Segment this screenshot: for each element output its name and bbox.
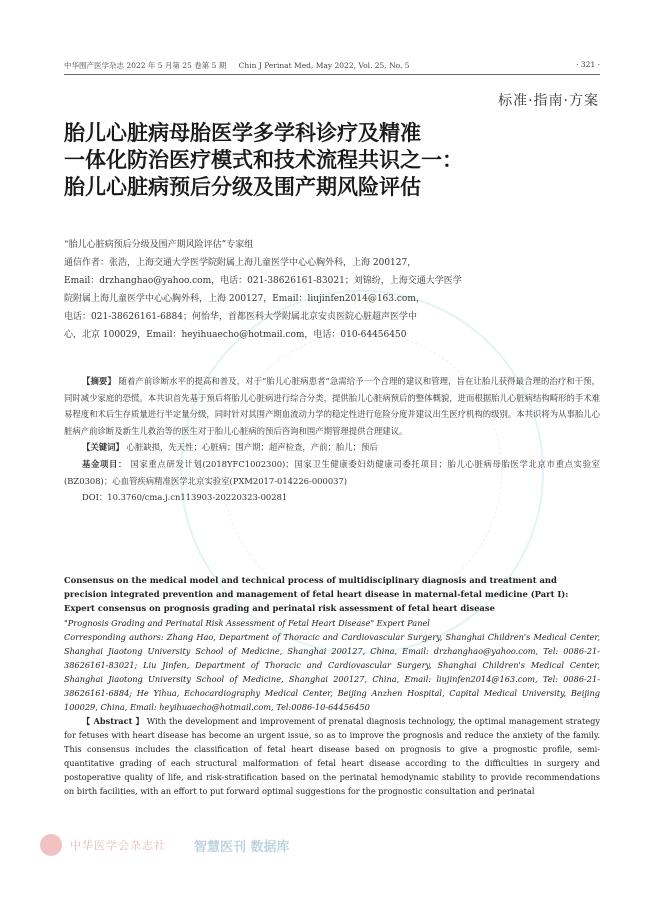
english-title: Consensus on the medical model and technical process of multidisciplinary diagnosis and treatment and precision integrated prevention and management of fetal heart disease in maternal-fetal medicine (Part I): Expert consensus on prognosis grading and perinatal risk assessment of fetal heart disease: [64, 575, 569, 613]
publisher-logo: 中华医学会杂志社: [70, 839, 166, 852]
keywords-cn: [64, 439, 600, 456]
running-head: [64, 60, 600, 75]
article-title: [64, 120, 604, 201]
page-number: · 321 ·: [576, 60, 600, 69]
title-line-2: 一体化防治医疗模式和技术流程共识之一：: [64, 148, 463, 172]
fund-cn-text: 国家重点研发计划(2018YFC1002300)；国家卫生健康委妇幼健康司委托项目；胎儿心脏病母胎医学北京市重点实验室(BZ0308)；心血管疾病精准医学北京实验室(PXM2017-014226-000037): [64, 458, 600, 486]
title-line-1: 胎儿心脏病母胎医学多学科诊疗及精准: [64, 121, 421, 145]
publisher-seal-icon: [40, 834, 62, 856]
abstract-cn-text: 随着产前诊断水平的提高和普及，对于“胎儿心脏病患者”急需给予一个合理的建议和管理，旨在让胎儿获得最合理的治疗和干预，同时减少家庭的恐慌。本共识首先基于预后将胎儿心脏病进行综合分类，提供胎儿心脏病预后的整体概貌，进而根据胎儿心脏病结构畸形的手术难易程度和术后生存质量进行半定量分级，同时针对其围产期血流动力学的稳定性进行危险分度并建议出生医疗机构的级别。本共识将为从事胎儿心脏病产前诊断及新生儿救治等的医生对于胎儿心脏病的预后咨询和围产期管理提供合理建议。: [64, 376, 600, 436]
english-abstract: [64, 714, 600, 798]
corresponding-line-1: 通信作者：张浩，上海交通大学医学院附属上海儿童医学中心心胸外科，上海 200127，: [64, 258, 417, 268]
footer-logos: [40, 830, 360, 860]
abstract-cn-label: 【摘要】: [82, 376, 116, 386]
abstract-cn: [64, 373, 600, 506]
corresponding-line-3: 院附属上海儿童医学中心心胸外科，上海 200127，Email：liujinfen2014@163.com，: [64, 294, 425, 304]
english-abstract-label: 【 Abstract 】: [82, 716, 144, 726]
fund-cn-label: 基金项目：: [82, 458, 128, 469]
expert-group: “胎儿心脏病预后分级及围产期风险评估”专家组: [64, 240, 254, 250]
doi[interactable]: DOI：10.3760/cma.j.cn113903-20220323-00281: [82, 492, 288, 503]
column-tag: 标准·指南·方案: [498, 93, 599, 109]
fund-cn: [64, 456, 600, 489]
corresponding-line-4: 电话：021-38626161-6884；何怡华，首都医科大学附属北京安贞医院心脏超声医学中: [64, 312, 417, 322]
title-line-3: 胎儿心脏病预后分级及围产期风险评估: [64, 175, 421, 199]
english-abstract-text: With the development and improvement of prenatal diagnosis technology, the optimal management strategy for fetuses with heart disease has become an urgent issue, so as to improve the prognosis and reduce the anxiety of the family. This consensus includes the classification of fetal heart disease based on prognosis to give a prognostic profile, semi-quantitative grading of each structural malformation of fetal heart disease according to the difficulties in surgery and postoperative quality of life, and risk-stratification based on the perinatal hemodynamic stability to provide recommendations on birth facilities, with an effort to put forward optimal suggestions for the prognostic consultation and perinatal: [64, 716, 600, 796]
corresponding-line-2: Email：drzhanghao@yahoo.com，电话：021-38626161-83021；刘锦纷，上海交通大学医学: [64, 276, 462, 286]
journal-name-cn: 中华围产医学杂志 2022 年 5 月第 25 卷第 5 期: [64, 61, 227, 70]
english-expert-group: "Prognosis Grading and Perinatal Risk Assessment of Fetal Heart Disease" Expert Panel: [64, 618, 430, 628]
journal-name-en: Chin J Perinat Med, May 2022, Vol. 25, No. 5: [238, 61, 410, 70]
keywords-cn-text: 心脏缺损，先天性；心脏病；围产期；超声检查，产前；胎儿；预后: [126, 442, 378, 453]
running-head-left: [64, 60, 420, 71]
authors-block: [64, 236, 600, 344]
keywords-cn-label: 【关键词】: [82, 442, 124, 453]
english-block: [64, 573, 600, 798]
english-corresponding-authors: Corresponding authors: Zhang Hao, Department of Thoracic and Cardiovascular Surgery, Shanghai Children's Medical Center, Shanghai Jiaotong University School of Medicine, Shanghai 200127, China, Email: drzhanghao@yahoo.com, Tel: 0086-21-38626161-83021; Liu Jinfen, Department of Thoracic and Cardiovascular Surgery, Shanghai Children's Medical Center, Shanghai Jiaotong University School of Medicine, Shanghai 200127, China, Email: liujinfen2014@163.com, Tel: 0086-21-38626161-6884; He Yihua, Echocardiography Medical Center, Beijing Anzhen Hospital, Capital Medical University, Beijing 100029, China, Email: heyihuaecho@hotmail.com, Tel:0086-10-64456450: [64, 632, 600, 712]
corresponding-line-5: 心，北京 100029，Email：heyihuaecho@hotmail.com，电话：010-64456450: [64, 330, 407, 340]
abstract-cn-paragraph: [64, 373, 600, 439]
site-logo: 智慧医刊 数据库: [194, 839, 290, 855]
